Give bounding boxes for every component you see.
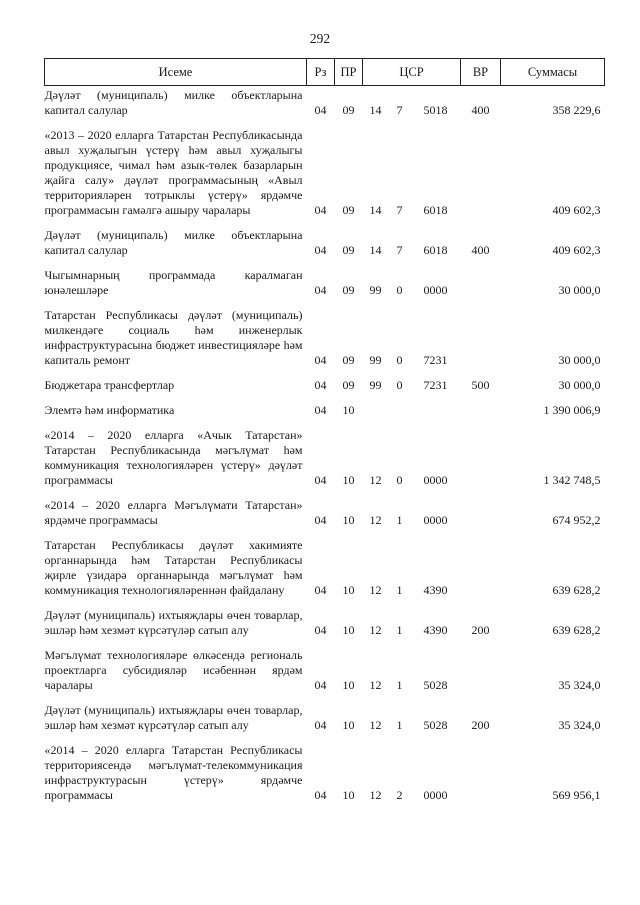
row-name: «2014 – 2020 елларга Татарстан Республикасы территориясендә мәгълүмат-телекоммуникация инфраструктурасын үстерү» ярдәмче программасы — [44, 743, 303, 802]
row-csr-c3: 5018 — [423, 103, 448, 117]
row-csr-group — [363, 788, 461, 803]
row-csr-c3: 4390 — [423, 623, 448, 637]
row-rz: 04 — [314, 378, 327, 392]
row-sum: 358 229,6 — [552, 103, 601, 117]
row-csr-group — [363, 623, 461, 638]
row-rz: 04 — [314, 353, 327, 367]
table-row — [45, 598, 605, 638]
row-sum: 409 602,3 — [552, 243, 601, 257]
row-csr-c2: 7 — [396, 243, 403, 257]
row-csr-c2: 7 — [396, 203, 403, 217]
row-vr — [461, 258, 501, 298]
row-csr — [363, 118, 461, 218]
row-name: Татарстан Республикасы дәүләт (муниципаль) милкендәге социаль һәм инженерлык инфраструктурасына бюджет инвестицияләре һәм капиталь ремонт — [44, 308, 303, 367]
row-pr: 10 — [342, 623, 355, 637]
row-csr-c1: 12 — [369, 678, 382, 692]
row-csr-c3: 5028 — [423, 678, 448, 692]
header-pr: ПР — [335, 59, 363, 86]
table-row — [45, 733, 605, 803]
row-csr — [363, 733, 461, 803]
table-row — [45, 488, 605, 528]
row-csr-c2: 2 — [396, 788, 403, 802]
row-name: «2013 – 2020 елларга Татарстан Республикасында авыл хуҗалыгын үстерү һәм авыл хуҗалыгы продукциясе, чимал һәм азык-төлек базарларын җайга салу» дәүләт программасының «Авыл территорияләрен тотрыклы үстерү» ярдәмче программасын гамәлгә ашыру чаралары — [44, 128, 303, 217]
row-name: Дәүләт (муниципаль) милке объектларына капитал салулар — [44, 88, 303, 117]
row-csr-c2: 0 — [396, 283, 403, 297]
row-csr-c3: 6018 — [423, 203, 448, 217]
row-csr-c3: 4390 — [423, 583, 448, 597]
row-csr-group — [363, 378, 461, 393]
row-csr-c2: 1 — [396, 583, 403, 597]
row-csr-group — [363, 473, 461, 488]
row-rz: 04 — [314, 103, 327, 117]
row-rz: 04 — [314, 718, 327, 732]
row-pr: 10 — [342, 788, 355, 802]
row-pr: 10 — [342, 403, 355, 417]
row-sum: 1 390 006,9 — [543, 403, 601, 417]
table-row — [45, 393, 605, 418]
row-csr-c2: 0 — [396, 353, 403, 367]
row-csr-c1: 12 — [369, 718, 382, 732]
table-row — [45, 368, 605, 393]
row-csr-c3: 0000 — [423, 513, 448, 527]
row-pr: 09 — [342, 378, 355, 392]
row-csr-c3: 6018 — [423, 243, 448, 257]
row-csr-group — [363, 243, 461, 258]
table-row — [45, 118, 605, 218]
row-csr-group — [363, 203, 461, 218]
row-csr-c1: 99 — [369, 353, 382, 367]
row-pr: 09 — [342, 353, 355, 367]
row-csr — [363, 598, 461, 638]
row-name: Дәүләт (муниципаль) ихтыяҗлары өчен товарлар, эшләр һәм хезмәт күрсәтүләр сатып алу — [44, 703, 303, 732]
row-csr — [363, 418, 461, 488]
table-body — [45, 86, 605, 804]
row-vr — [461, 298, 501, 368]
row-rz: 04 — [314, 513, 327, 527]
row-csr — [363, 368, 461, 393]
row-vr — [461, 733, 501, 803]
row-sum: 639 628,2 — [552, 583, 601, 597]
row-csr-c3: 0000 — [423, 788, 448, 802]
row-csr — [363, 638, 461, 693]
table-row — [45, 528, 605, 598]
row-csr-group — [363, 678, 461, 693]
row-sum: 30 000,0 — [558, 353, 601, 367]
row-csr — [363, 298, 461, 368]
row-csr — [363, 218, 461, 258]
table-row — [45, 86, 605, 119]
row-csr — [363, 393, 461, 418]
row-rz: 04 — [314, 583, 327, 597]
row-csr-group — [363, 513, 461, 528]
row-name: «2014 – 2020 елларга Мәгълүмати Татарстан» ярдәмче программасы — [44, 498, 303, 527]
row-name: Дәүләт (муниципаль) ихтыяҗлары өчен товарлар, эшләр һәм хезмәт күрсәтүләр сатып алу — [44, 608, 303, 637]
header-rz: Рз — [307, 59, 335, 86]
table-header-row — [45, 59, 605, 86]
row-rz: 04 — [314, 623, 327, 637]
row-csr-c1: 14 — [369, 203, 382, 217]
row-vr — [461, 488, 501, 528]
row-csr-c2: 1 — [396, 678, 403, 692]
row-csr-group — [363, 353, 461, 368]
page-number: 292 — [309, 31, 331, 46]
row-sum: 674 952,2 — [552, 513, 601, 527]
row-sum: 35 324,0 — [558, 718, 601, 732]
row-rz: 04 — [314, 678, 327, 692]
row-rz: 04 — [314, 473, 327, 487]
row-vr: 200 — [471, 718, 490, 732]
row-csr-c1: 12 — [369, 623, 382, 637]
row-rz: 04 — [314, 283, 327, 297]
row-csr-c1: 12 — [369, 473, 382, 487]
row-csr-c3: 7231 — [423, 378, 448, 392]
row-sum: 35 324,0 — [558, 678, 601, 692]
row-pr: 10 — [342, 583, 355, 597]
row-name: Бюджетара трансфертлар — [44, 378, 175, 392]
row-csr-c2: 0 — [396, 378, 403, 392]
budget-table — [44, 58, 605, 803]
row-csr-group — [363, 103, 461, 118]
row-pr: 09 — [342, 283, 355, 297]
row-pr: 09 — [342, 243, 355, 257]
row-vr — [461, 418, 501, 488]
row-csr-c1: 99 — [369, 378, 382, 392]
row-pr: 09 — [342, 203, 355, 217]
row-pr: 10 — [342, 678, 355, 692]
row-csr — [363, 488, 461, 528]
row-csr-c1: 12 — [369, 788, 382, 802]
row-csr-c3: 7231 — [423, 353, 448, 367]
row-vr: 400 — [471, 243, 490, 257]
header-name: Исеме — [45, 59, 307, 86]
row-sum: 30 000,0 — [558, 378, 601, 392]
row-csr-c1: 14 — [369, 243, 382, 257]
row-csr-c2: 0 — [396, 473, 403, 487]
row-name: Дәүләт (муниципаль) милке объектларына капитал салулар — [44, 228, 303, 257]
row-csr-c1: 14 — [369, 103, 382, 117]
row-pr: 10 — [342, 473, 355, 487]
row-csr-c1: 12 — [369, 583, 382, 597]
row-pr: 10 — [342, 513, 355, 527]
row-sum: 569 956,1 — [552, 788, 601, 802]
row-csr-c3: 0000 — [423, 283, 448, 297]
table-row — [45, 258, 605, 298]
row-name: «2014 – 2020 елларга «Ачык Татарстан» Татарстан Республикасында мәгълүмат һәм коммуникация технологияләрен үстерү» дәүләт программасы — [44, 428, 303, 487]
row-csr-group — [363, 583, 461, 598]
row-csr-group — [363, 283, 461, 298]
row-sum: 639 628,2 — [552, 623, 601, 637]
table-row — [45, 638, 605, 693]
row-rz: 04 — [314, 788, 327, 802]
row-rz: 04 — [314, 243, 327, 257]
row-csr — [363, 693, 461, 733]
row-vr — [461, 638, 501, 693]
row-rz: 04 — [314, 403, 327, 417]
header-csr: ЦСР — [363, 59, 461, 86]
row-csr-group — [363, 718, 461, 733]
table-row — [45, 693, 605, 733]
row-rz: 04 — [314, 203, 327, 217]
row-csr-c2: 1 — [396, 623, 403, 637]
row-csr — [363, 528, 461, 598]
row-sum: 1 342 748,5 — [543, 473, 601, 487]
row-csr — [363, 258, 461, 298]
row-csr-c2: 7 — [396, 103, 403, 117]
header-vr: ВР — [461, 59, 501, 86]
row-name: Татарстан Республикасы дәүләт хакимияте органнарында һәм Татарстан Республикасы җирле үзидарә органнарында мәгълүмат һәм коммуникация технологияләреннән файдалану — [44, 538, 303, 597]
header-sum: Суммасы — [501, 59, 605, 86]
table-row — [45, 298, 605, 368]
row-csr-c1: 12 — [369, 513, 382, 527]
row-csr-c2: 1 — [396, 718, 403, 732]
row-csr — [363, 86, 461, 119]
row-pr: 09 — [342, 103, 355, 117]
row-pr: 10 — [342, 718, 355, 732]
row-vr: 500 — [471, 378, 490, 392]
row-vr — [461, 118, 501, 218]
table-row — [45, 418, 605, 488]
row-vr — [461, 528, 501, 598]
row-name: Мәгълүмат технологияләре өлкәсендә региональ проектларга субсидияләр исәбеннән ярдәм чаралары — [44, 648, 303, 692]
row-name: Элемтә һәм информатика — [44, 403, 175, 417]
row-vr: 400 — [471, 103, 490, 117]
row-name: Чыгымнарның программада каралмаган юнәлешләре — [44, 268, 303, 297]
row-csr-c3: 0000 — [423, 473, 448, 487]
row-vr: 200 — [471, 623, 490, 637]
row-vr — [461, 393, 501, 418]
row-csr-c3: 5028 — [423, 718, 448, 732]
row-csr-c2: 1 — [396, 513, 403, 527]
row-sum: 409 602,3 — [552, 203, 601, 217]
table-row — [45, 218, 605, 258]
row-sum: 30 000,0 — [558, 283, 601, 297]
row-csr-c1: 99 — [369, 283, 382, 297]
